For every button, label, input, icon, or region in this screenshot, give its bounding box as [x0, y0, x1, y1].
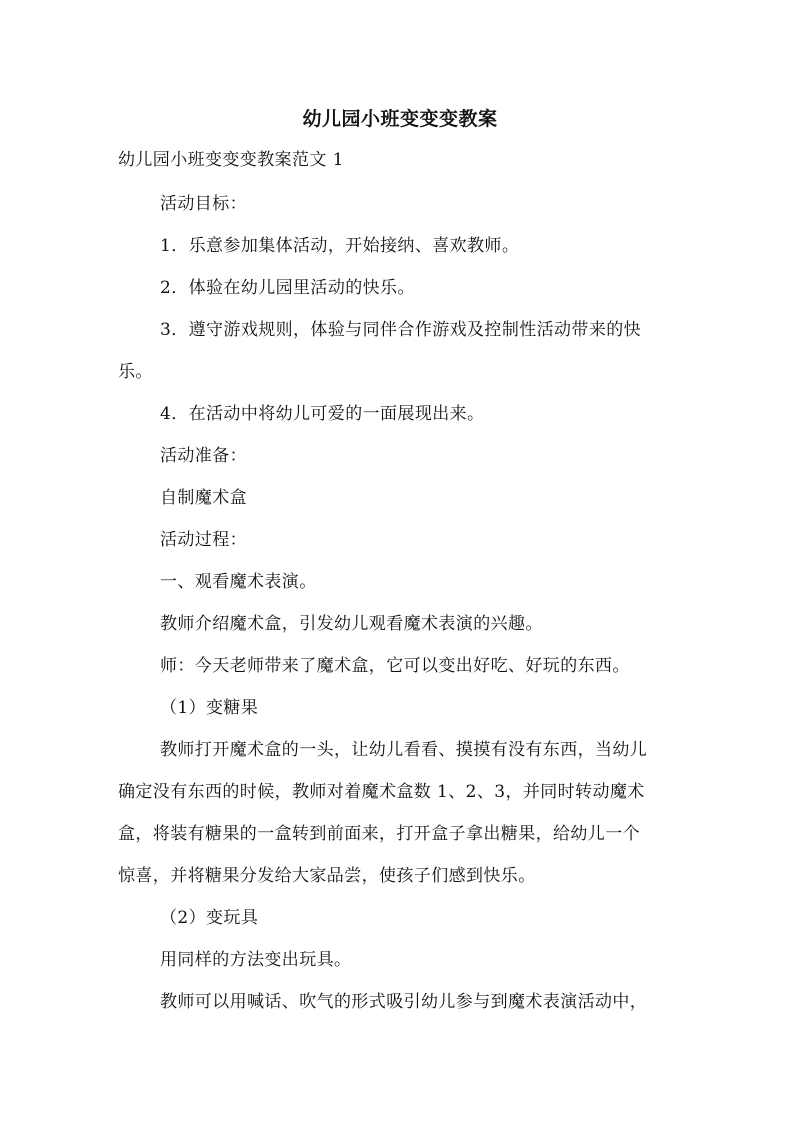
- subheading-toys: （2）变玩具: [160, 908, 259, 928]
- paragraph-candy-2: 确定没有东西的时候，教师对着魔术盒数 1、2、3，并同时转动魔术: [118, 782, 645, 802]
- document-subtitle: 幼儿园小班变变变教案范文 1: [118, 150, 344, 170]
- paragraph-candy-1: 教师打开魔术盒的一头，让幼儿看看、摸摸有没有东西，当幼儿: [160, 740, 648, 760]
- section-heading-preparation: 活动准备：: [160, 446, 247, 466]
- paragraph-step-1: 一、观看魔术表演。: [160, 572, 317, 592]
- document-title: 幼儿园小班变变变教案: [302, 108, 498, 130]
- section-heading-goals: 活动目标：: [160, 194, 247, 214]
- paragraph-toys: 用同样的方法变出玩具。: [160, 950, 352, 970]
- subheading-candy: （1）变糖果: [160, 698, 259, 718]
- paragraph-candy-4: 惊喜，并将糖果分发给大家品尝，使孩子们感到快乐。: [118, 866, 536, 886]
- paragraph-goal-2: 2．体验在幼儿园里活动的快乐。: [160, 278, 415, 298]
- paragraph-goal-3: 3．遵守游戏规则，体验与同伴合作游戏及控制性活动带来的快: [160, 320, 642, 340]
- paragraph-goal-1: 1．乐意参加集体活动，开始接纳、喜欢教师。: [160, 236, 520, 256]
- paragraph-goal-4: 4．在活动中将幼儿可爱的一面展现出来。: [160, 404, 485, 424]
- paragraph-intro-box: 教师介绍魔术盒，引发幼儿观看魔术表演的兴趣。: [160, 614, 543, 634]
- paragraph-preparation: 自制魔术盒: [160, 488, 247, 508]
- paragraph-teacher-speech: 师：今天老师带来了魔术盒，它可以变出好吃、好玩的东西。: [160, 656, 630, 676]
- paragraph-candy-3: 盒，将装有糖果的一盒转到前面来，打开盒子拿出糖果，给幼儿一个: [118, 824, 640, 844]
- paragraph-shout-blow: 教师可以用喊话、吹气的形式吸引幼儿参与到魔术表演活动中，: [160, 992, 648, 1012]
- paragraph-goal-3-cont: 乐。: [118, 362, 153, 382]
- section-heading-process: 活动过程：: [160, 530, 247, 550]
